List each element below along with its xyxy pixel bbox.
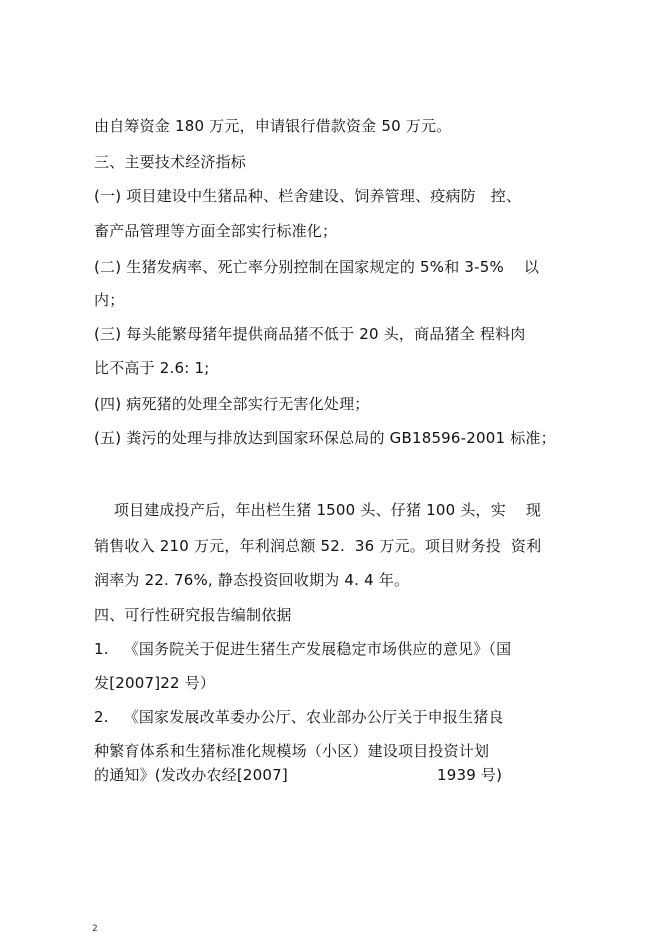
text-line-indicator-5: (五) 粪污的处理与排放达到国家环保总局的 GB18596-2001 标准；	[94, 429, 556, 447]
text-line-basis-1-cont: 发[2007]22 号）	[94, 674, 216, 692]
text-line-basis-2: 2. 《国家发展改革委办公厅、农业部办公厅关于申报生猪良	[94, 708, 504, 726]
text-line-indicator-3: (三) 每头能繁母猪年提供商品猪不低于 20 头，商品猪全 程料肉	[94, 325, 526, 343]
text-line-basis-2-end: 的通知》(发改办农经[2007] 1939 号)	[94, 766, 503, 784]
text-line-indicator-1-cont: 畜产品管理等方面全部实行标准化；	[94, 222, 338, 240]
text-line-output-3: 润率为 22. 76%, 静态投资回收期为 4. 4 年。	[94, 571, 410, 589]
text-line-indicator-2: (二) 生猪发病率、死亡率分别控制在国家规定的 5%和 3-5% 以	[94, 258, 540, 276]
text-line-indicator-3-cont: 比不高于 2.6: 1;	[94, 359, 210, 377]
text-line-indicator-4: (四) 病死猪的处理全部实行无害化处理；	[94, 395, 370, 413]
text-line-funding: 由自筹资金 180 万元，申请银行借款资金 50 万元。	[94, 117, 452, 135]
text-line-basis-2-cont: 种繁育体系和生猪标准化规模场（小区）建设项目投资计划	[94, 742, 490, 760]
section-heading-basis: 四、可行性研究报告编制依据	[94, 606, 292, 624]
section-heading-indicators: 三、主要技术经济指标	[94, 153, 247, 171]
text-line-basis-1: 1. 《国务院关于促进生猪生产发展稳定市场供应的意见》（国	[94, 640, 512, 658]
page-number: 2	[92, 924, 98, 934]
text-line-indicator-1: (一) 项目建设中生猪品种、栏舍建设、饲养管理、疫病防 控、	[94, 187, 522, 205]
text-line-output-2: 销售收入 210 万元，年利润总额 52. 36 万元。项目财务投 资利	[94, 537, 542, 555]
text-line-output-1: 项目建成投产后，年出栏生猪 1500 头、仔猪 100 头，实 现	[94, 501, 542, 519]
text-line-indicator-2-cont: 内；	[94, 291, 125, 309]
